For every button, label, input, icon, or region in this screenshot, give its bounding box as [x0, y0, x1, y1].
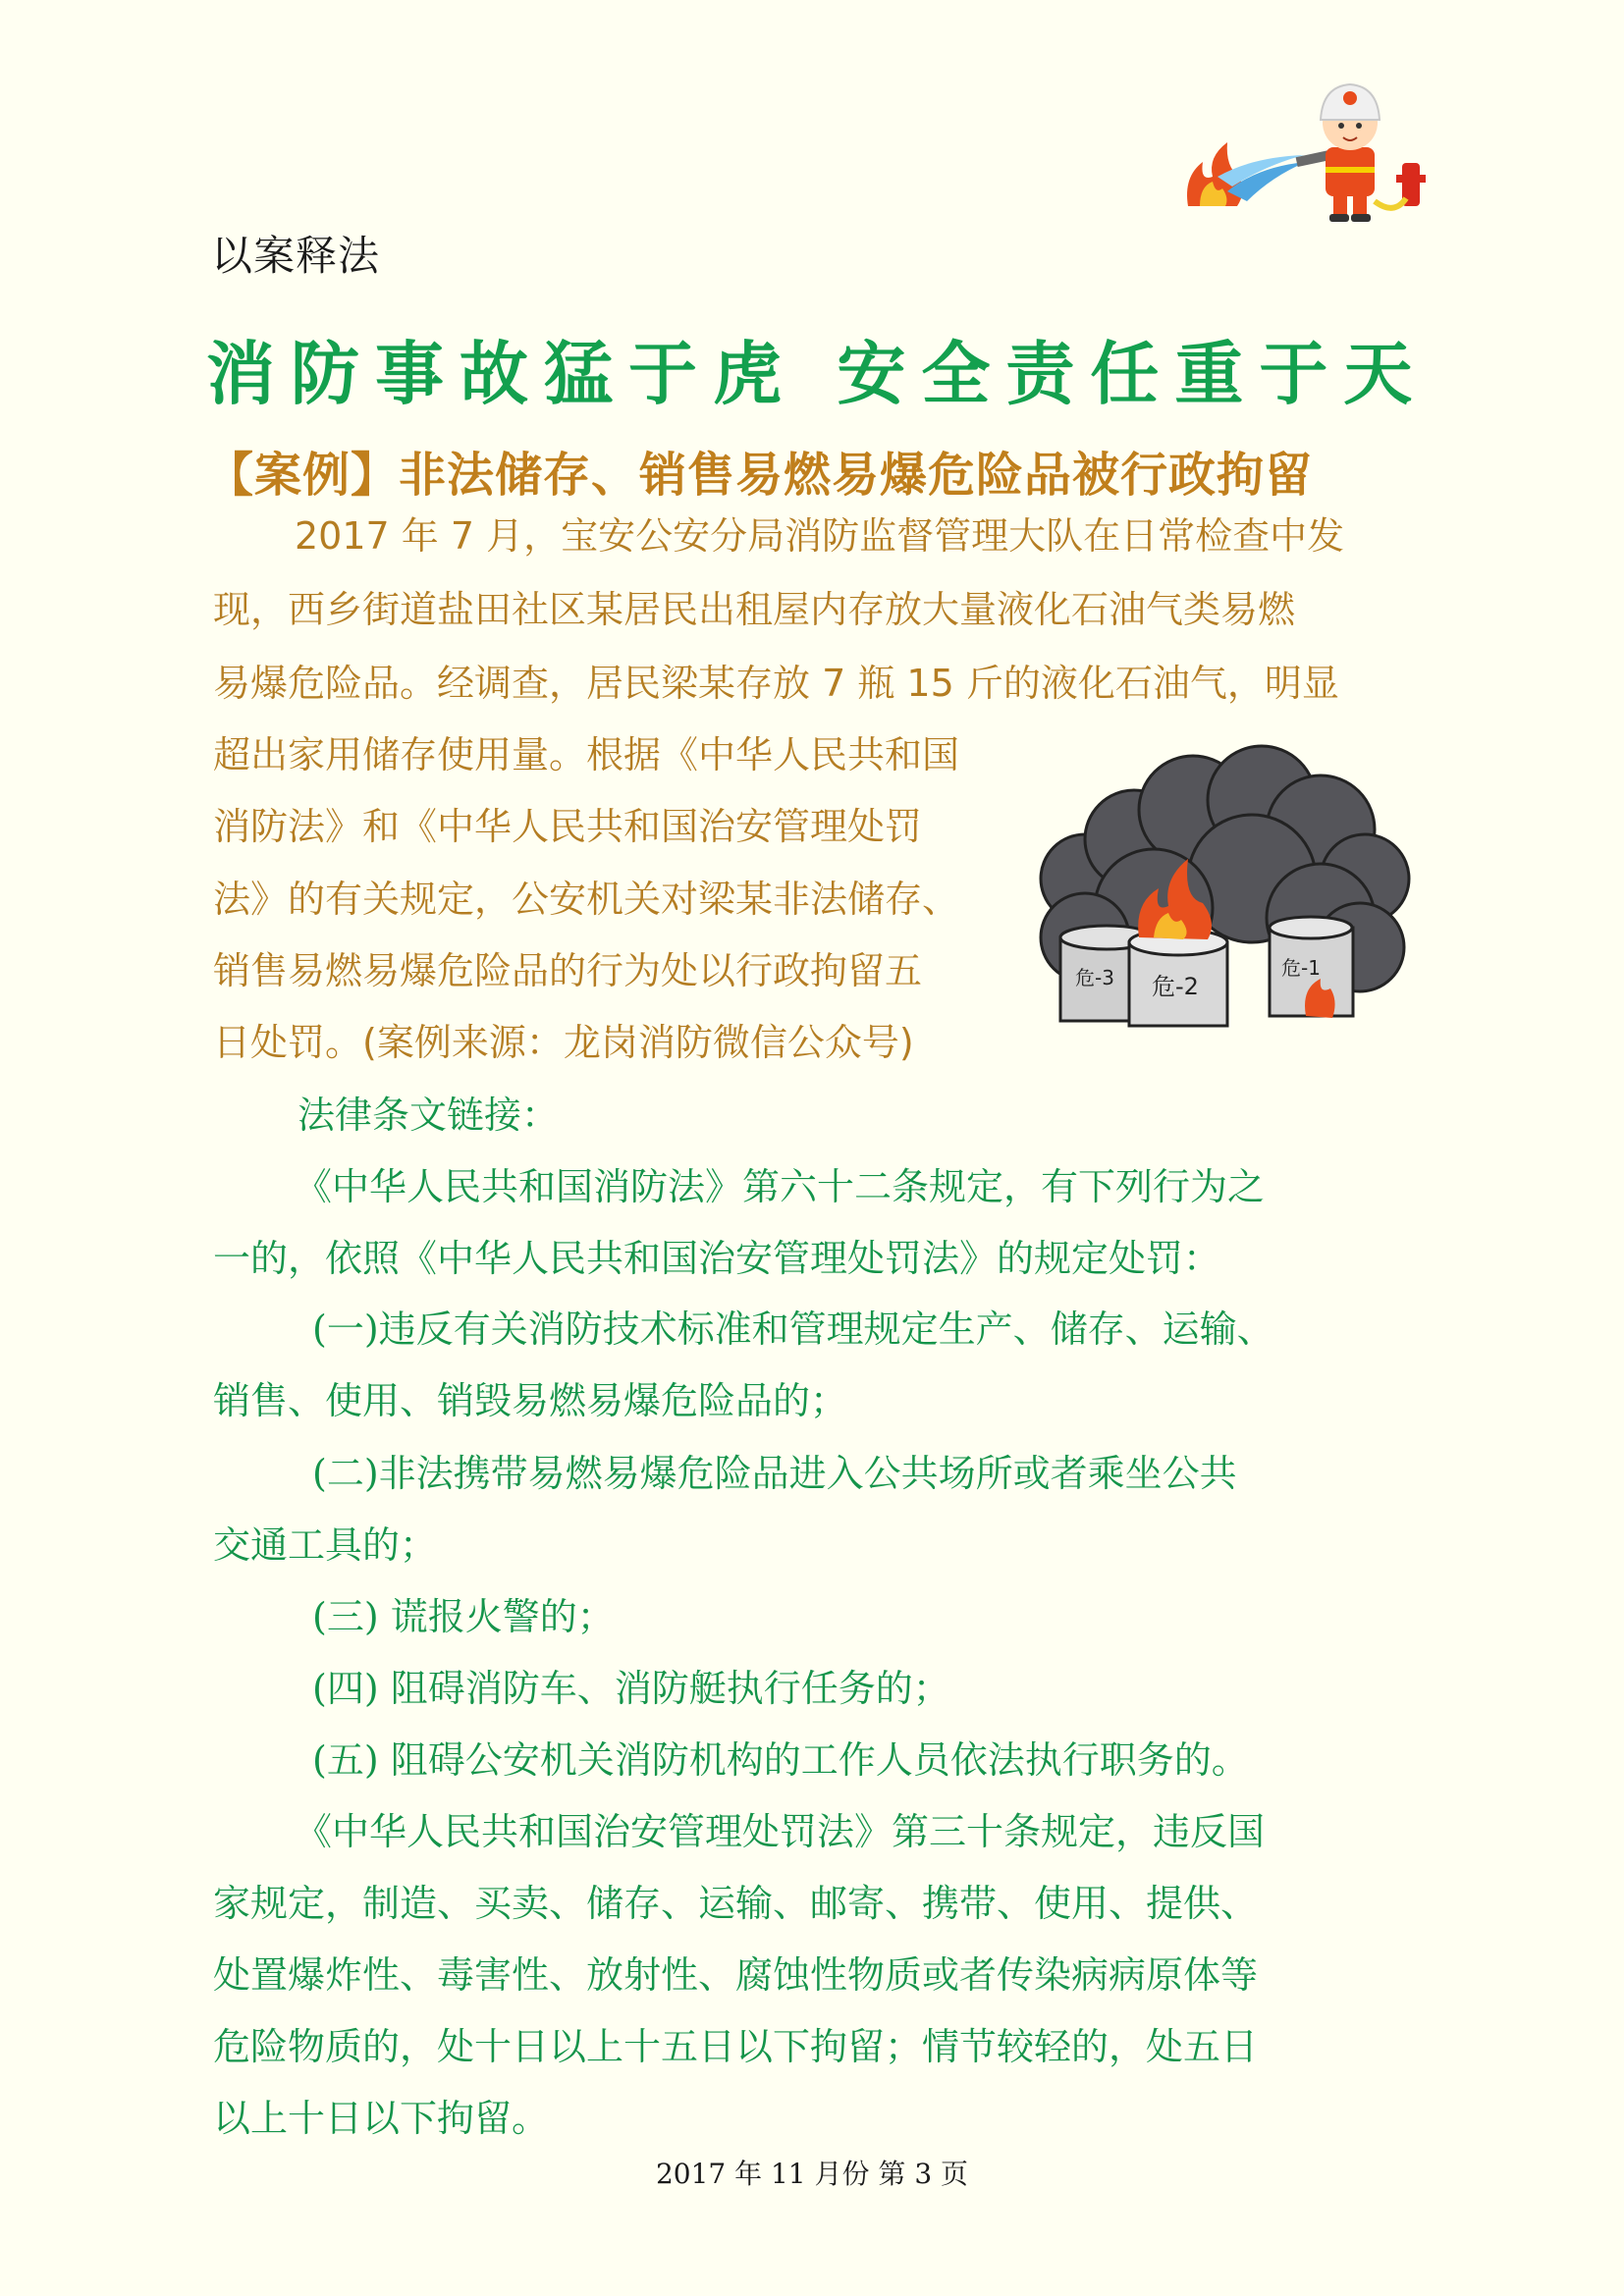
law-line: 家规定，制造、买卖、储存、运输、邮寄、携带、使用、提供、 [213, 1882, 1259, 1925]
case-paragraph-line: 现，西乡街道盐田社区某居民出租屋内存放大量液化石油气类易燃 [213, 588, 1296, 631]
law-line: 危险物质的，处十日以上十五日以下拘留；情节较轻的，处五日 [213, 2025, 1259, 2068]
law-line: 以上十日以下拘留。 [213, 2097, 550, 2140]
firefighter-mascot-icon [1178, 69, 1434, 226]
tank-label: 危-2 [1152, 973, 1199, 1000]
law-line: 《中华人民共和国治安管理处罚法》第三十条规定，违反国 [295, 1810, 1266, 1853]
tank-label: 危-1 [1281, 956, 1321, 980]
law-line: 交通工具的； [213, 1523, 438, 1567]
law-line: (一)违反有关消防技术标准和管理规定生产、储存、运输、 [312, 1308, 1274, 1351]
law-line: 销售、使用、销毁易燃易爆危险品的； [213, 1379, 848, 1422]
law-line: (四) 阻碍消防车、消防艇执行任务的； [312, 1667, 950, 1710]
page-footer: 2017 年 11 月份 第 3 页 [655, 2158, 969, 2190]
case-paragraph-line: 2017 年 7 月，宝安公安分局消防监督管理大队在日常检查中发 [295, 514, 1345, 558]
case-paragraph-line: 日处罚。(案例来源：龙岗消防微信公众号) [213, 1021, 914, 1064]
section-label: 以案释法 [211, 232, 381, 280]
page-headline: 消防事故猛于虎 安全责任重于天 [206, 333, 1429, 414]
case-paragraph-line: 销售易燃易爆危险品的行为处以行政拘留五 [213, 949, 923, 992]
law-line: (五) 阻碍公安机关消防机构的工作人员依法执行职务的。 [312, 1738, 1249, 1782]
case-paragraph-line: 法》的有关规定，公安机关对梁某非法储存、 [213, 878, 960, 921]
case-title: 【案例】非法储存、销售易燃易爆危险品被行政拘留 [206, 448, 1314, 503]
law-line: 处置爆炸性、毒害性、放射性、腐蚀性物质或者传染病病原体等 [213, 1953, 1259, 1997]
tank-label: 危-3 [1075, 966, 1114, 989]
law-line: 一的，依照《中华人民共和国治安管理处罚法》的规定处罚： [213, 1237, 1221, 1280]
law-line: 《中华人民共和国消防法》第六十二条规定，有下列行为之 [295, 1165, 1266, 1208]
case-paragraph-line: 消防法》和《中华人民共和国治安管理处罚 [213, 805, 923, 848]
law-line: (二)非法携带易燃易爆危险品进入公共场所或者乘坐公共 [312, 1452, 1237, 1495]
law-heading: 法律条文链接： [298, 1094, 560, 1137]
case-paragraph-line: 超出家用储存使用量。根据《中华人民共和国 [213, 733, 960, 776]
law-line: (三) 谎报火警的； [312, 1595, 615, 1638]
case-paragraph-line: 易爆危险品。经调查，居民梁某存放 7 瓶 15 斤的液化石油气，明显 [213, 662, 1339, 705]
burning-gas-tanks-icon [1026, 731, 1419, 1031]
